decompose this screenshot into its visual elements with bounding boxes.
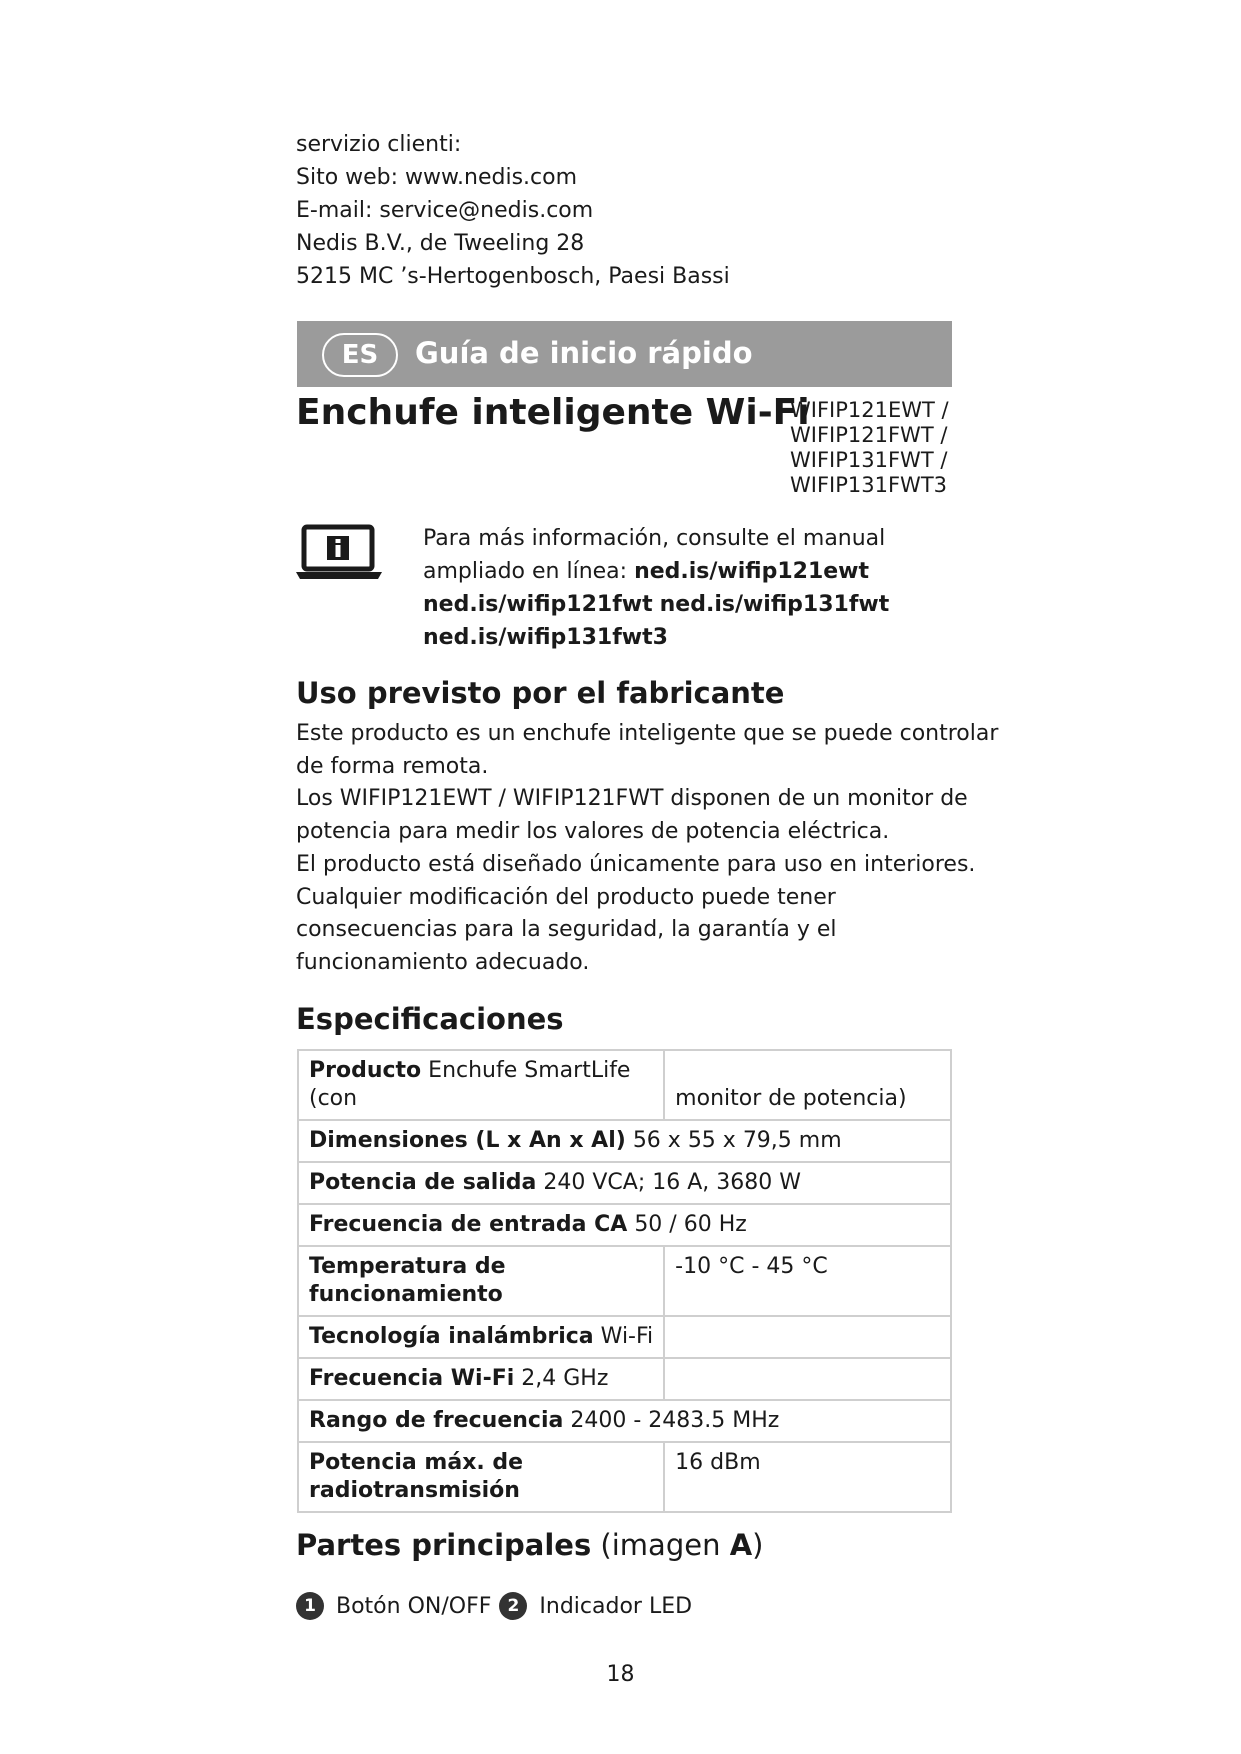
model-list [790, 398, 949, 498]
contact-block [296, 128, 730, 293]
table-cell [298, 1162, 951, 1204]
quick-start-banner [297, 321, 952, 387]
heading-text: A [729, 1528, 753, 1562]
spec-value: 50 / 60 Hz [634, 1212, 747, 1237]
table-cell [298, 1400, 951, 1442]
spec-label: Producto [309, 1058, 422, 1083]
spec-value: 2400 - 2483.5 MHz [570, 1408, 780, 1433]
contact-line: Nedis B.V., de Tweeling 28 [296, 231, 585, 256]
table-row [298, 1050, 951, 1120]
table-row [298, 1120, 951, 1162]
spec-value: monitor de potencia) [675, 1086, 907, 1111]
table-row [298, 1204, 951, 1246]
number-badge-icon: 2 [499, 1592, 527, 1620]
spec-value: 56 x 55 x 79,5 mm [632, 1128, 842, 1153]
spec-label: Rango de frecuencia [309, 1408, 564, 1433]
manual-link[interactable]: ned.is/wifip131fwt3 [423, 625, 668, 650]
spec-label: Frecuencia Wi-Fi [309, 1366, 515, 1391]
model-number: WIFIP121EWT / [790, 398, 949, 422]
model-number: WIFIP121FWT / [790, 423, 948, 447]
main-parts-heading [296, 1528, 763, 1562]
table-row [298, 1400, 951, 1442]
page-number: 18 [606, 1662, 635, 1687]
paragraph-line: potencia para medir los valores de potencia eléctrica. [296, 819, 890, 845]
manual-link[interactable]: ned.is/wifip121fwt [423, 592, 653, 617]
table-cell [298, 1316, 664, 1358]
info-line [423, 588, 889, 621]
table-cell [298, 1120, 951, 1162]
contact-line: 5215 MC ’s-Hertogenbosch, Paesi Bassi [296, 264, 730, 289]
more-info-block [423, 522, 889, 654]
contact-line: E-mail: service@nedis.com [296, 198, 594, 223]
spec-label: Temperatura de [309, 1254, 506, 1279]
table-cell [298, 1204, 951, 1246]
model-number: WIFIP131FWT / [790, 448, 948, 472]
spec-label: funcionamiento [309, 1282, 503, 1307]
heading-text: ) [752, 1528, 764, 1562]
spec-label: Potencia de salida [309, 1170, 537, 1195]
table-cell: -10 °C - 45 °C [664, 1246, 951, 1316]
info-text: ampliado en línea: [423, 559, 635, 584]
table-row [298, 1316, 951, 1358]
language-badge: ES [322, 333, 398, 377]
spec-value: 240 VCA; 16 A, 3680 W [543, 1170, 801, 1195]
table-row [298, 1246, 951, 1316]
intended-use-text [296, 718, 998, 980]
banner-title: Guía de inicio rápido [415, 336, 753, 370]
spec-value: 2,4 GHz [521, 1366, 609, 1391]
paragraph-line: Los WIFIP121EWT / WIFIP121FWT disponen de un monitor de [296, 786, 968, 812]
table-cell [298, 1442, 664, 1512]
spec-value: Wi-Fi [600, 1324, 654, 1349]
contact-line: Sito web: www.nedis.com [296, 165, 578, 190]
paragraph-line: Este producto es un enchufe inteligente que se puede controlar [296, 721, 999, 746]
part-label: Indicador LED [539, 1593, 693, 1619]
laptop-info-icon [296, 524, 382, 582]
parts-list [296, 1592, 700, 1620]
spec-label: radiotransmisión [309, 1478, 520, 1503]
heading-text: (imagen [591, 1528, 730, 1562]
paragraph-line: de forma remota. [296, 753, 489, 779]
spec-label: Frecuencia de entrada CA [309, 1212, 628, 1237]
table-cell [298, 1246, 664, 1316]
paragraph-line: consecuencias para la seguridad, la garantía y el [296, 917, 837, 943]
spec-label: Dimensiones (L x An x Al) [309, 1128, 626, 1153]
model-number: WIFIP131FWT3 [790, 473, 948, 497]
specifications-table [297, 1049, 952, 1513]
product-title: Enchufe inteligente Wi-Fi [296, 392, 810, 433]
intended-use-heading: Uso previsto por el fabricante [296, 676, 785, 710]
spec-value: Enchufe SmartLife (con [309, 1058, 631, 1111]
table-cell [298, 1358, 664, 1400]
paragraph-line: funcionamiento adecuado. [296, 949, 590, 975]
table-cell [664, 1316, 951, 1358]
table-cell: 16 dBm [664, 1442, 951, 1512]
paragraph-line: Cualquier modificación del producto puede tener [296, 884, 836, 910]
info-line [423, 555, 889, 588]
table-row [298, 1162, 951, 1204]
heading-text: Partes principales [296, 1528, 592, 1562]
number-badge-icon: 1 [296, 1592, 324, 1620]
info-line [423, 621, 889, 654]
info-line: Para más información, consulte el manual [423, 526, 886, 551]
spec-label: Potencia máx. de [309, 1450, 524, 1475]
table-cell [298, 1050, 664, 1120]
manual-link[interactable]: ned.is/wifip131fwt [659, 592, 890, 617]
contact-line: servizio clienti: [296, 132, 462, 157]
paragraph-line: El producto está diseñado únicamente para uso en interiores. [296, 851, 976, 877]
table-row [298, 1442, 951, 1512]
table-row [298, 1358, 951, 1400]
spec-label: Tecnología inalámbrica [309, 1324, 594, 1349]
part-label: Botón ON/OFF [336, 1593, 492, 1619]
specifications-heading: Especificaciones [296, 1002, 564, 1036]
table-cell [664, 1358, 951, 1400]
manual-link[interactable]: ned.is/wifip121ewt [634, 559, 870, 584]
table-cell [664, 1050, 951, 1120]
